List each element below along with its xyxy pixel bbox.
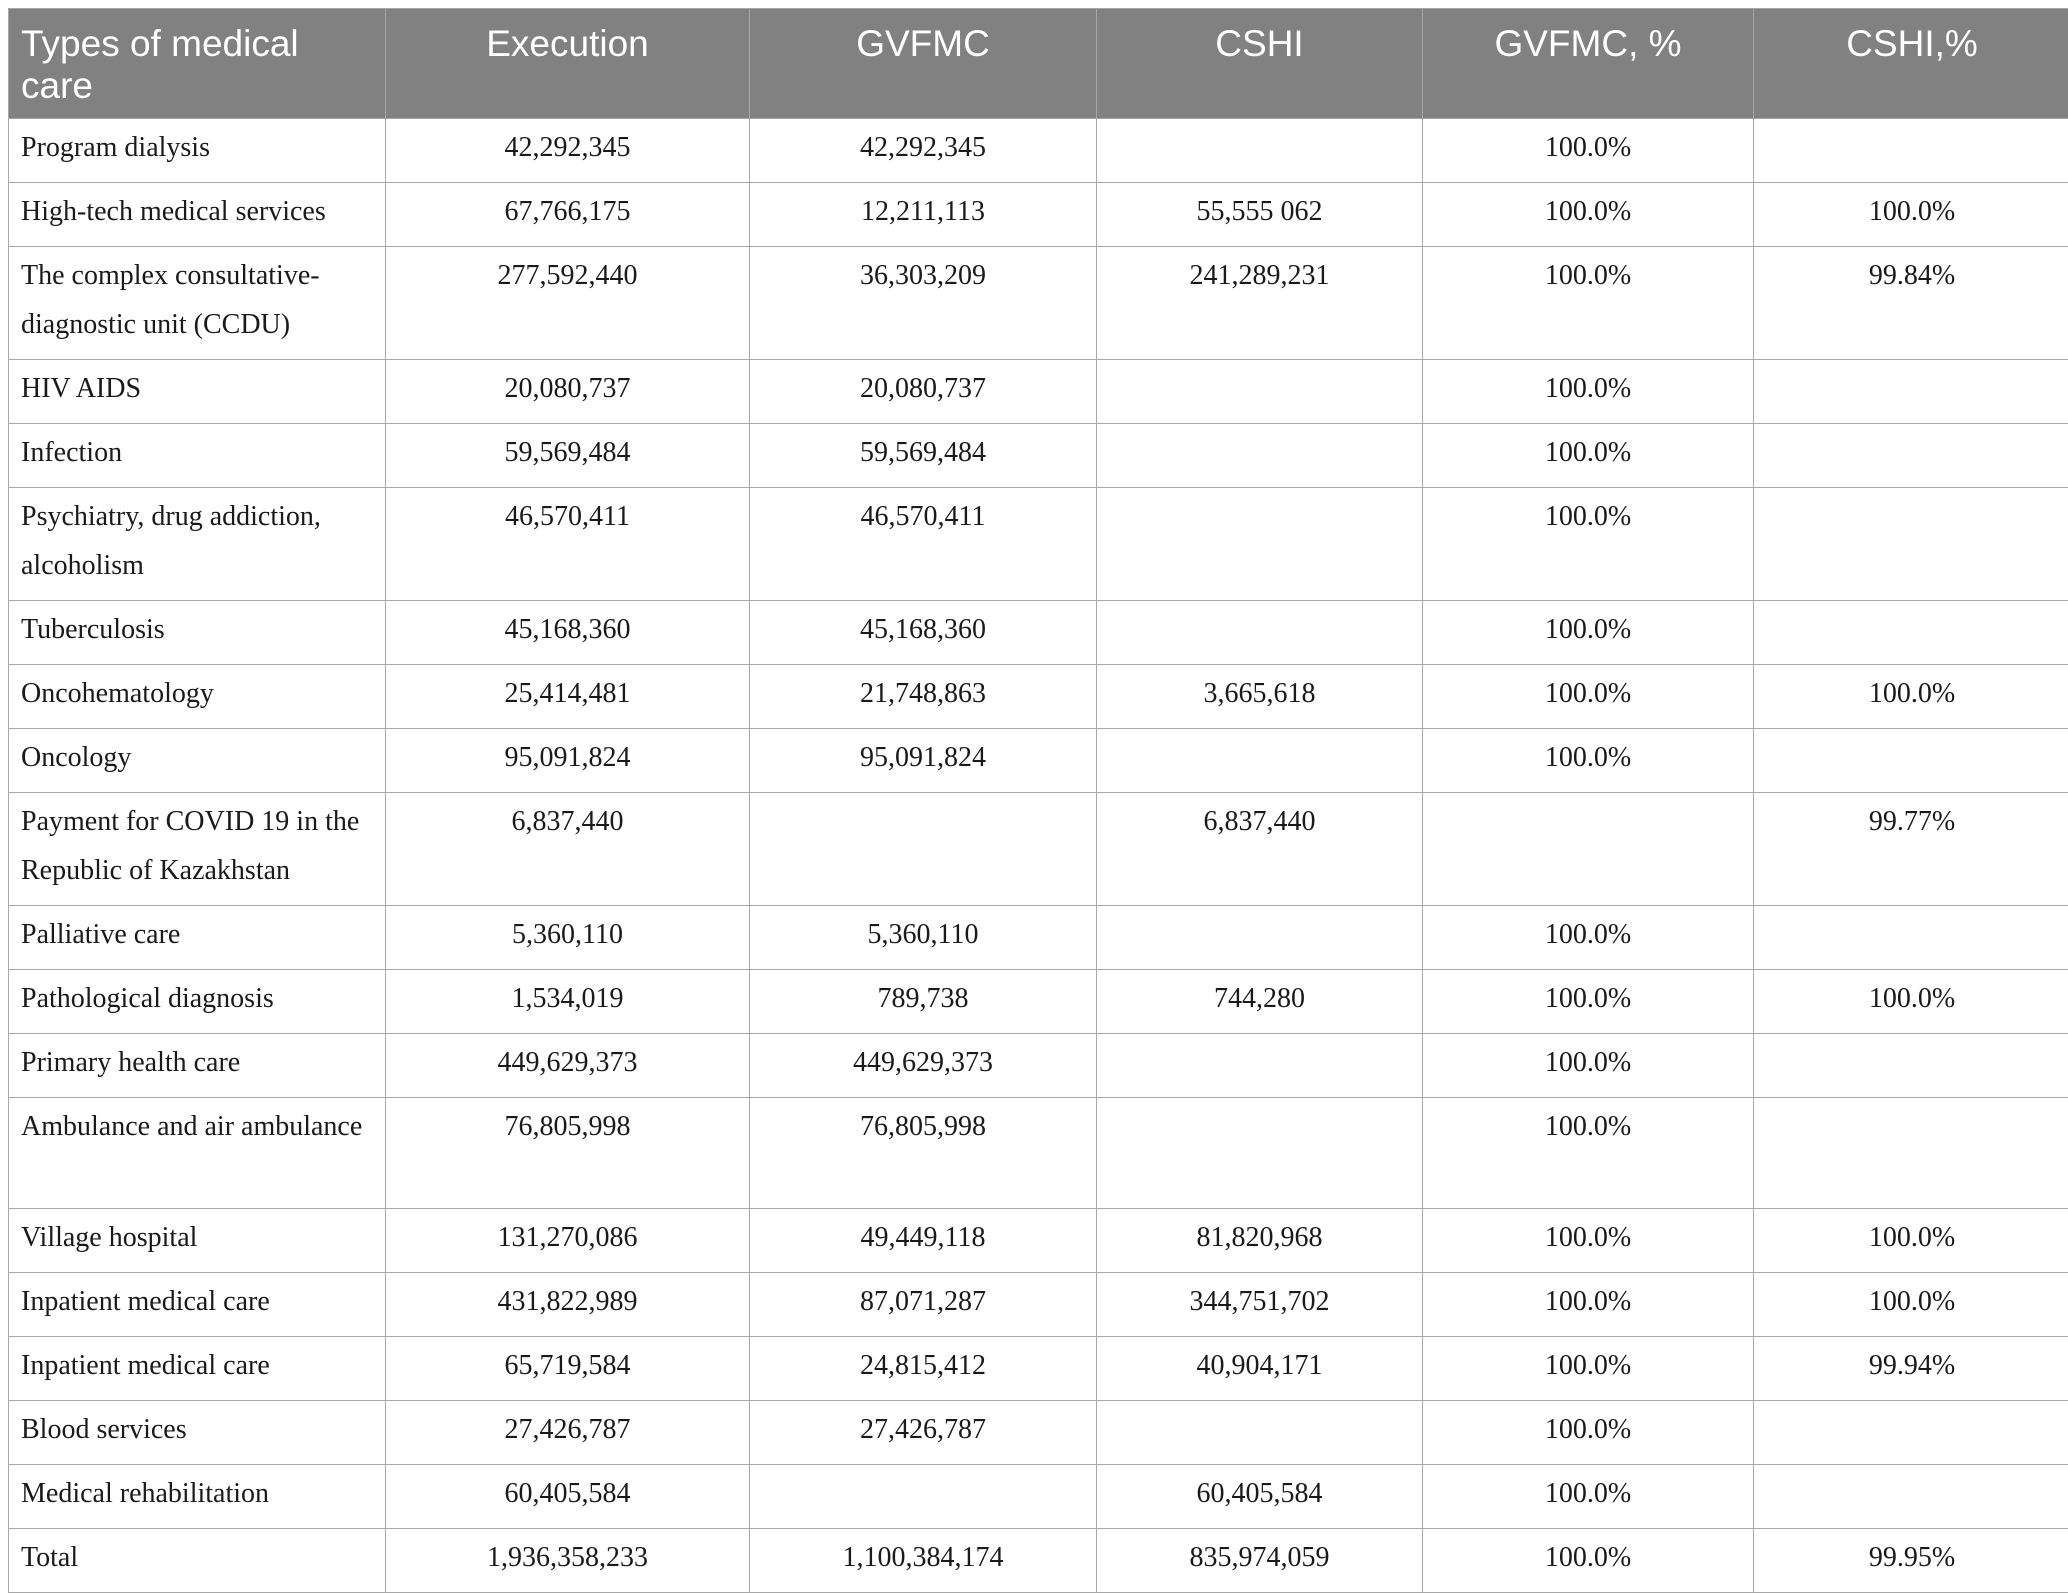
cell-cshi-percent	[1754, 1465, 2068, 1529]
cell-gvfmc: 46,570,411	[750, 488, 1097, 601]
cell-cshi-percent: 99.95%	[1754, 1529, 2068, 1593]
cell-cshi: 3,665,618	[1097, 665, 1423, 729]
cell-cshi-percent: 100.0%	[1754, 970, 2068, 1034]
cell-gvfmc: 95,091,824	[750, 729, 1097, 793]
cell-cshi: 835,974,059	[1097, 1529, 1423, 1593]
table-row	[9, 729, 2068, 793]
cell-gvfmc	[750, 793, 1097, 906]
cell-cshi	[1097, 119, 1423, 183]
header-cshi: CSHI	[1097, 9, 1423, 119]
cell-type: HIV AIDS	[9, 360, 386, 424]
cell-execution: 45,168,360	[386, 601, 750, 665]
table-header	[9, 9, 2068, 119]
cell-execution: 42,292,345	[386, 119, 750, 183]
cell-gvfmc-percent: 100.0%	[1423, 601, 1754, 665]
cell-gvfmc: 789,738	[750, 970, 1097, 1034]
cell-cshi: 344,751,702	[1097, 1273, 1423, 1337]
cell-type: Blood services	[9, 1401, 386, 1465]
cell-cshi-percent	[1754, 1098, 2068, 1209]
cell-gvfmc: 49,449,118	[750, 1209, 1097, 1273]
cell-type: The complex consultative-diagnostic unit (CCDU)	[9, 247, 386, 360]
header-gvfmc-percent: GVFMC, %	[1423, 9, 1754, 119]
cell-gvfmc: 20,080,737	[750, 360, 1097, 424]
cell-cshi-percent	[1754, 1034, 2068, 1098]
cell-cshi-percent: 100.0%	[1754, 1273, 2068, 1337]
cell-execution: 6,837,440	[386, 793, 750, 906]
cell-type: Inpatient medical care	[9, 1337, 386, 1401]
cell-cshi-percent	[1754, 119, 2068, 183]
cell-cshi: 40,904,171	[1097, 1337, 1423, 1401]
header-cshi-percent: CSHI,%	[1754, 9, 2068, 119]
cell-execution: 25,414,481	[386, 665, 750, 729]
cell-gvfmc: 42,292,345	[750, 119, 1097, 183]
cell-gvfmc-percent: 100.0%	[1423, 247, 1754, 360]
table-row	[9, 601, 2068, 665]
cell-cshi-percent	[1754, 488, 2068, 601]
table-row	[9, 1337, 2068, 1401]
cell-gvfmc-percent: 100.0%	[1423, 729, 1754, 793]
cell-execution: 59,569,484	[386, 424, 750, 488]
cell-gvfmc-percent: 100.0%	[1423, 119, 1754, 183]
cell-cshi: 81,820,968	[1097, 1209, 1423, 1273]
table-row	[9, 183, 2068, 247]
table-row	[9, 488, 2068, 601]
cell-gvfmc: 24,815,412	[750, 1337, 1097, 1401]
cell-cshi: 241,289,231	[1097, 247, 1423, 360]
cell-cshi-percent	[1754, 729, 2068, 793]
cell-cshi-percent: 99.77%	[1754, 793, 2068, 906]
cell-gvfmc-percent: 100.0%	[1423, 1465, 1754, 1529]
cell-cshi	[1097, 360, 1423, 424]
cell-gvfmc: 27,426,787	[750, 1401, 1097, 1465]
table-row	[9, 1209, 2068, 1273]
cell-execution: 65,719,584	[386, 1337, 750, 1401]
cell-cshi	[1097, 906, 1423, 970]
cell-type: Program dialysis	[9, 119, 386, 183]
table-row	[9, 360, 2068, 424]
cell-type: Ambulance and air ambulance	[9, 1098, 386, 1209]
cell-gvfmc-percent: 100.0%	[1423, 1273, 1754, 1337]
cell-type: Psychiatry, drug addiction, alcoholism	[9, 488, 386, 601]
cell-gvfmc-percent: 100.0%	[1423, 906, 1754, 970]
cell-gvfmc-percent: 100.0%	[1423, 665, 1754, 729]
cell-cshi	[1097, 601, 1423, 665]
cell-gvfmc-percent: 100.0%	[1423, 1034, 1754, 1098]
cell-gvfmc-percent	[1423, 793, 1754, 906]
cell-execution: 67,766,175	[386, 183, 750, 247]
table-row	[9, 1401, 2068, 1465]
cell-type: Tuberculosis	[9, 601, 386, 665]
cell-execution: 60,405,584	[386, 1465, 750, 1529]
table-row	[9, 1465, 2068, 1529]
table-row	[9, 1098, 2068, 1209]
cell-cshi-percent	[1754, 424, 2068, 488]
cell-type: Payment for COVID 19 in the Republic of Kazakhstan	[9, 793, 386, 906]
cell-gvfmc-percent: 100.0%	[1423, 1337, 1754, 1401]
cell-cshi-percent	[1754, 906, 2068, 970]
cell-type: Palliative care	[9, 906, 386, 970]
table-body	[9, 119, 2068, 1593]
header-execution: Execution	[386, 9, 750, 119]
cell-gvfmc-percent: 100.0%	[1423, 970, 1754, 1034]
cell-type: Village hospital	[9, 1209, 386, 1273]
table-row	[9, 247, 2068, 360]
cell-cshi	[1097, 729, 1423, 793]
cell-type: Pathological diagnosis	[9, 970, 386, 1034]
table-row	[9, 1529, 2068, 1593]
medical-care-table	[8, 8, 2068, 1593]
cell-type: Primary health care	[9, 1034, 386, 1098]
cell-gvfmc-percent: 100.0%	[1423, 1098, 1754, 1209]
cell-gvfmc: 449,629,373	[750, 1034, 1097, 1098]
cell-gvfmc	[750, 1465, 1097, 1529]
cell-gvfmc: 1,100,384,174	[750, 1529, 1097, 1593]
table-row	[9, 1273, 2068, 1337]
table-row	[9, 906, 2068, 970]
table-row	[9, 970, 2068, 1034]
cell-execution: 27,426,787	[386, 1401, 750, 1465]
cell-gvfmc: 12,211,113	[750, 183, 1097, 247]
cell-cshi-percent	[1754, 601, 2068, 665]
cell-execution: 46,570,411	[386, 488, 750, 601]
cell-gvfmc-percent: 100.0%	[1423, 1401, 1754, 1465]
cell-cshi: 744,280	[1097, 970, 1423, 1034]
cell-execution: 95,091,824	[386, 729, 750, 793]
cell-gvfmc: 76,805,998	[750, 1098, 1097, 1209]
cell-gvfmc-percent: 100.0%	[1423, 424, 1754, 488]
cell-cshi	[1097, 488, 1423, 601]
cell-gvfmc: 36,303,209	[750, 247, 1097, 360]
cell-cshi-percent: 100.0%	[1754, 183, 2068, 247]
table-row	[9, 665, 2068, 729]
cell-gvfmc: 45,168,360	[750, 601, 1097, 665]
cell-type: Oncohematology	[9, 665, 386, 729]
cell-execution: 131,270,086	[386, 1209, 750, 1273]
cell-execution: 1,936,358,233	[386, 1529, 750, 1593]
cell-cshi-percent	[1754, 360, 2068, 424]
cell-cshi	[1097, 424, 1423, 488]
cell-cshi-percent: 100.0%	[1754, 1209, 2068, 1273]
cell-cshi-percent	[1754, 1401, 2068, 1465]
cell-gvfmc-percent: 100.0%	[1423, 183, 1754, 247]
header-gvfmc: GVFMC	[750, 9, 1097, 119]
table-row	[9, 424, 2068, 488]
cell-execution: 76,805,998	[386, 1098, 750, 1209]
cell-type: Oncology	[9, 729, 386, 793]
table-row	[9, 793, 2068, 906]
cell-type: High-tech medical services	[9, 183, 386, 247]
cell-gvfmc-percent: 100.0%	[1423, 1209, 1754, 1273]
cell-cshi	[1097, 1401, 1423, 1465]
cell-gvfmc: 87,071,287	[750, 1273, 1097, 1337]
cell-cshi: 6,837,440	[1097, 793, 1423, 906]
table-row	[9, 1034, 2068, 1098]
cell-cshi: 55,555 062	[1097, 183, 1423, 247]
cell-execution: 5,360,110	[386, 906, 750, 970]
cell-cshi-percent: 100.0%	[1754, 665, 2068, 729]
header-types-of-medical-care: Types of medical care	[9, 9, 386, 119]
cell-gvfmc-percent: 100.0%	[1423, 360, 1754, 424]
cell-execution: 277,592,440	[386, 247, 750, 360]
cell-cshi	[1097, 1034, 1423, 1098]
table-row	[9, 119, 2068, 183]
cell-gvfmc: 5,360,110	[750, 906, 1097, 970]
cell-cshi: 60,405,584	[1097, 1465, 1423, 1529]
cell-execution: 449,629,373	[386, 1034, 750, 1098]
cell-type: Inpatient medical care	[9, 1273, 386, 1337]
cell-gvfmc: 21,748,863	[750, 665, 1097, 729]
cell-type: Medical rehabilitation	[9, 1465, 386, 1529]
cell-gvfmc-percent: 100.0%	[1423, 1529, 1754, 1593]
cell-gvfmc: 59,569,484	[750, 424, 1097, 488]
cell-gvfmc-percent: 100.0%	[1423, 488, 1754, 601]
cell-execution: 20,080,737	[386, 360, 750, 424]
cell-cshi	[1097, 1098, 1423, 1209]
cell-execution: 431,822,989	[386, 1273, 750, 1337]
cell-type: Total	[9, 1529, 386, 1593]
cell-execution: 1,534,019	[386, 970, 750, 1034]
cell-type: Infection	[9, 424, 386, 488]
header-row	[9, 9, 2068, 119]
cell-cshi-percent: 99.84%	[1754, 247, 2068, 360]
cell-cshi-percent: 99.94%	[1754, 1337, 2068, 1401]
